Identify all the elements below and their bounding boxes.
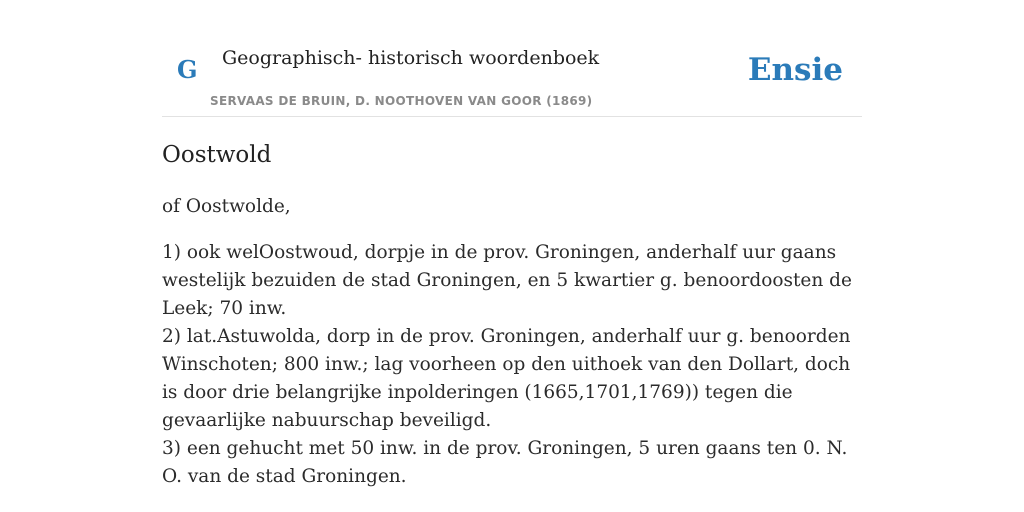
entry-paragraph-1: 1) ook welOostwoud, dorpje in de prov. Groningen, anderhalf uur gaans westelijk bezuiden de stad Groningen, en 5 kwartier g. benoordoosten de Leek; 70 inw. — [162, 242, 852, 319]
book-letter-icon[interactable]: G — [177, 55, 198, 84]
book-authors: SERVAAS DE BRUIN, D. NOOTHOVEN VAN GOOR (1869) — [210, 94, 593, 108]
entry-paragraph-3: 3) een gehucht met 50 inw. in de prov. Groningen, 5 uren gaans ten 0. N. O. van de stad Groningen. — [162, 438, 848, 487]
entry-alias: of Oostwolde, — [162, 196, 291, 217]
entry-title: Oostwold — [162, 142, 272, 168]
book-header — [162, 0, 862, 117]
book-title-link[interactable]: Geographisch- historisch woordenboek — [222, 47, 600, 69]
entry-paragraph-2: 2) lat.Astuwolda, dorp in de prov. Groningen, anderhalf uur g. benoorden Winschoten; 800 inw.; lag voorheen op den uithoek van den Dollart, doch is door drie belangrijke inpolderingen (1665,1701,1769)) tegen die gevaarlijke nabuurschap beveiligd. — [162, 326, 851, 431]
entry-body — [162, 239, 862, 491]
ensie-logo-link[interactable]: Ensie — [747, 52, 843, 88]
page-container — [162, 0, 862, 487]
